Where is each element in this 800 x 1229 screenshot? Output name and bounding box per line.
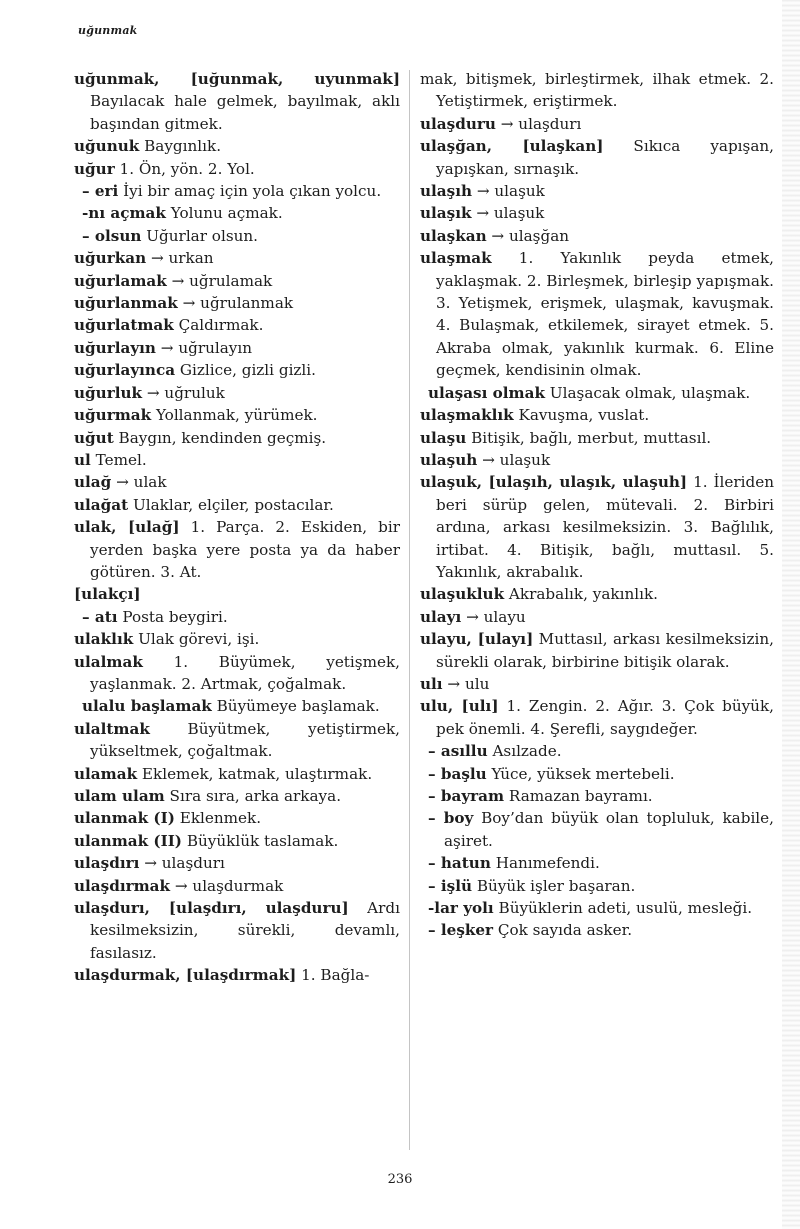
- entry-headword: uğut: [74, 428, 114, 447]
- entry-definition: → uğrulayın: [155, 338, 253, 357]
- entry-headword: ulaşuh: [420, 450, 478, 469]
- entry-definition: Büyümeye başlamak.: [211, 697, 380, 716]
- entry-headword: -lar yolı: [428, 899, 494, 918]
- entry-headword: ulaşduru: [420, 114, 496, 133]
- dictionary-entry: [74, 830, 400, 852]
- entry-definition: Büyük işler başaran.: [472, 876, 636, 895]
- dictionary-entry: [74, 471, 400, 493]
- entry-headword: ulaşası olmak: [428, 383, 545, 402]
- dictionary-entry: [74, 449, 400, 471]
- dictionary-entry: [420, 68, 774, 113]
- dictionary-entry: [74, 516, 400, 583]
- entry-headword: ulalu başlamak: [82, 697, 212, 716]
- dictionary-entry: [420, 225, 774, 247]
- entry-definition: 1. Büyümek, yetişmek, yaşlanmak. 2. Artmak, çoğalmak.: [90, 652, 400, 693]
- entry-definition: Yollanmak, yürümek.: [151, 406, 318, 425]
- dictionary-entry: [420, 785, 774, 807]
- entry-headword: ulaşkan: [420, 226, 487, 245]
- entry-headword: ul: [74, 450, 91, 469]
- entry-headword: uğunuk: [74, 137, 140, 156]
- entry-definition: Posta beygiri.: [117, 607, 228, 626]
- entry-definition: Çok sayıda asker.: [493, 921, 633, 940]
- entry-definition: 1. Yakınlık peyda etmek, yaklaşmak. 2. Birleşmek, birleşip yapışmak. 3. Yetişmek, erişmek, ulaşmak, kavuşmak. 4. Bulaşmak, etkilemek, sirayet etmek. 5. Akraba olmak, yakınlık kurmak. 6. Eline geçmek, kendisinin olmak.: [436, 249, 774, 380]
- entry-definition: → ulak: [111, 473, 167, 492]
- entry-definition: 1. Ön, yön. 2. Yol.: [114, 159, 255, 178]
- entry-headword: ulaşdurmak, [ulaşdırmak]: [74, 966, 297, 985]
- dictionary-entry: [74, 135, 400, 157]
- entry-definition: → uğruluk: [142, 383, 225, 402]
- entry-definition: mak, bitişmek, birleştirmek, ilhak etmek. 2. Yetiştirmek, eriştirmek.: [420, 70, 774, 111]
- dictionary-entry: [74, 68, 400, 135]
- entry-headword: – hatun: [428, 854, 491, 873]
- entry-definition: Muttasıl, arkası kesilmeksizin, sürekli olarak, birbirine bitişik olarak.: [436, 630, 774, 671]
- dictionary-entry: [74, 785, 400, 807]
- dictionary-entry: [74, 494, 400, 516]
- entry-headword: ulaşık: [420, 204, 472, 223]
- dictionary-entry: [74, 337, 400, 359]
- entry-definition: → ulayu: [461, 607, 526, 626]
- entry-definition: Uğurlar olsun.: [141, 226, 258, 245]
- entry-headword: ulak, [ulağ]: [74, 518, 180, 537]
- entry-headword: -nı açmak: [82, 204, 166, 223]
- dictionary-entry: [420, 852, 774, 874]
- entry-headword: ulaşmak: [420, 249, 492, 268]
- entry-headword: uğurkan: [74, 249, 147, 268]
- entry-headword: uğurlayın: [74, 338, 156, 357]
- entry-headword: uğur: [74, 159, 115, 178]
- dictionary-entry: [74, 314, 400, 336]
- entry-definition: Çaldırmak.: [173, 316, 264, 335]
- dictionary-entry: [420, 113, 774, 135]
- entry-definition: → ulaşuk: [472, 182, 545, 201]
- entry-headword: ulu, [ulı]: [420, 697, 499, 716]
- dictionary-entry: [74, 763, 400, 785]
- entry-definition: Asılzade.: [487, 742, 562, 761]
- dictionary-entry: [420, 427, 774, 449]
- dictionary-entry: [74, 292, 400, 314]
- dictionary-entry: [74, 807, 400, 829]
- dictionary-entry: [74, 225, 400, 247]
- entry-headword: ulamak: [74, 764, 138, 783]
- entry-definition: Büyüklük taslamak.: [182, 831, 339, 850]
- entry-definition: 1. İleriden beri sürüp gelen, mütevali. 2. Birbiri ardına, arkası kesilmeksizin. 3. Bağlılık, irtibat. 4. Bitişik, bağlı, muttasıl. 5. Yakınlık, akrabalık.: [436, 473, 774, 581]
- entry-headword: ulağ: [74, 473, 112, 492]
- entry-headword: uğurlamak: [74, 271, 167, 290]
- entry-definition: → ulaşğan: [486, 226, 570, 245]
- dictionary-entry: [74, 875, 400, 897]
- entry-definition: Ulak görevi, işi.: [133, 630, 260, 649]
- dictionary-entry: [420, 763, 774, 785]
- dictionary-entry: [74, 583, 400, 605]
- running-head: uğunmak: [78, 24, 138, 37]
- dictionary-entry: [420, 583, 774, 605]
- entry-definition: Baygınlık.: [139, 137, 222, 156]
- entry-definition: → ulaşuk: [477, 450, 551, 469]
- dictionary-entry: [74, 695, 400, 717]
- entry-headword: – olsun: [82, 226, 142, 245]
- left-column: [74, 68, 400, 987]
- entry-definition: Gizlice, gizli gizli.: [175, 361, 316, 380]
- entry-definition: → urkan: [146, 249, 214, 268]
- entry-headword: ulı: [420, 674, 443, 693]
- dictionary-entry: [420, 628, 774, 673]
- entry-headword: ulaşdırı: [74, 854, 140, 873]
- dictionary-entry: [420, 180, 774, 202]
- entry-headword: uğurlatmak: [74, 316, 174, 335]
- dictionary-entry: [420, 919, 774, 941]
- entry-headword: uğurmak: [74, 406, 152, 425]
- entry-definition: Ramazan bayramı.: [504, 787, 653, 805]
- entry-headword: ulayu, [ulayı]: [420, 630, 534, 649]
- dictionary-entry: [74, 897, 400, 964]
- entry-headword: ulaşukluk: [420, 585, 505, 604]
- entry-headword: ulalmak: [74, 652, 143, 671]
- dictionary-entry: [74, 359, 400, 381]
- dictionary-entry: [420, 740, 774, 762]
- entry-definition: Ulaklar, elçiler, postacılar.: [128, 495, 334, 514]
- dictionary-entry: [74, 628, 400, 650]
- right-column: [420, 68, 774, 942]
- dictionary-entry: [420, 404, 774, 426]
- dictionary-entry: [420, 449, 774, 471]
- entry-definition: Ulaşacak olmak, ulaşmak.: [544, 383, 751, 402]
- entry-headword: ulaltmak: [74, 719, 150, 738]
- entry-headword: – leşker: [428, 921, 494, 940]
- dictionary-entry: [420, 135, 774, 180]
- entry-definition: Ardı kesilmeksizin, sürekli, devamlı, fasılasız.: [90, 899, 400, 962]
- dictionary-entry: [74, 158, 400, 180]
- dictionary-entry: [420, 382, 774, 404]
- entry-definition: → ulaşuk: [471, 204, 545, 223]
- entry-definition: → ulaşdurı: [139, 854, 225, 873]
- dictionary-entry: [74, 718, 400, 763]
- dictionary-entry: [420, 875, 774, 897]
- entry-headword: ulaklık: [74, 630, 134, 649]
- entry-definition: Boy’dan büyük olan topluluk, kabile, aşiret.: [444, 809, 774, 850]
- entry-definition: Baygın, kendinden geçmiş.: [113, 428, 327, 447]
- entry-definition: Bayılacak hale gelmek, bayılmak, aklı başından gitmek.: [90, 92, 400, 133]
- entry-headword: ulaşmaklık: [420, 406, 514, 425]
- entry-headword: ulaşıh: [420, 182, 473, 201]
- entry-headword: ulaşdurı, [ulaşdırı, ulaşduru]: [74, 899, 349, 918]
- entry-headword: uğurlayınca: [74, 361, 176, 380]
- entry-headword: – asıllu: [428, 742, 488, 761]
- dictionary-entry: [420, 202, 774, 224]
- scan-edge: [782, 0, 800, 1229]
- entry-definition: → ulaşdurı: [495, 114, 582, 133]
- entry-headword: – başlu: [428, 764, 487, 783]
- entry-definition: Bitişik, bağlı, merbut, muttasıl.: [466, 428, 712, 447]
- dictionary-entry: [420, 807, 774, 852]
- dictionary-entry: [74, 964, 400, 986]
- entry-definition: Yolunu açmak.: [165, 204, 283, 223]
- column-divider: [409, 70, 410, 1150]
- dictionary-entry: [420, 897, 774, 919]
- entry-definition: Büyüklerin adeti, usulü, mesleği.: [493, 899, 753, 918]
- page-number: 236: [387, 1172, 413, 1187]
- dictionary-entry: [74, 202, 400, 224]
- dictionary-entry: [420, 247, 774, 381]
- entry-headword: ulaşuk, [ulaşıh, ulaşık, ulaşuh]: [420, 473, 688, 492]
- entry-definition: 1. Bağla-: [296, 966, 370, 985]
- entry-headword: – atı: [82, 607, 118, 626]
- entry-headword: ulaşu: [420, 428, 467, 447]
- entry-definition: Eklemek, katmak, ulaştırmak.: [137, 764, 373, 783]
- entry-headword: ulayı: [420, 607, 462, 626]
- entry-definition: Sıra sıra, arka arkaya.: [164, 787, 342, 805]
- entry-headword: ulanmak (I): [74, 809, 175, 828]
- dictionary-entry: [74, 651, 400, 696]
- entry-headword: – eri: [82, 182, 119, 201]
- dictionary-entry: [420, 471, 774, 583]
- entry-headword: – boy: [428, 809, 474, 828]
- dictionary-entry: [420, 606, 774, 628]
- entry-headword: uğunmak, [uğunmak, uyunmak]: [74, 70, 400, 88]
- entry-headword: – bayram: [428, 787, 505, 805]
- dictionary-entry: [74, 382, 400, 404]
- entry-headword: ulanmak (II): [74, 831, 182, 850]
- entry-definition: → uğrulanmak: [177, 294, 294, 313]
- entry-headword: [ulakçı]: [74, 585, 141, 604]
- dictionary-entry: [74, 427, 400, 449]
- entry-headword: ulağat: [74, 495, 129, 514]
- entry-definition: 1. Zengin. 2. Ağır. 3. Çok büyük, pek önemli. 4. Şerefli, saygıdeğer.: [436, 697, 774, 738]
- entry-definition: Temel.: [90, 450, 147, 469]
- dictionary-entry: [74, 180, 400, 202]
- entry-definition: → ulu: [442, 674, 490, 693]
- dictionary-entry: [74, 404, 400, 426]
- entry-definition: Eklenmek.: [174, 809, 262, 828]
- dictionary-entry: [74, 852, 400, 874]
- dictionary-entry: [420, 673, 774, 695]
- entry-definition: Yüce, yüksek mertebeli.: [486, 764, 675, 783]
- entry-definition: Büyütmek, yetiştirmek, yükseltmek, çoğaltmak.: [90, 719, 400, 761]
- dictionary-entry: [74, 270, 400, 292]
- entry-definition: → uğrulamak: [166, 271, 273, 290]
- entry-headword: ulam ulam: [74, 787, 165, 805]
- entry-definition: → ulaşdurmak: [170, 876, 284, 895]
- entry-headword: uğurluk: [74, 383, 143, 402]
- entry-definition: Sıkıca yapışan, yapışkan, sırnaşık.: [436, 137, 774, 178]
- entry-definition: 1. Parça. 2. Eskiden, bir yerden başka yere posta ya da haber götüren. 3. At.: [90, 518, 400, 581]
- dictionary-entry: [74, 606, 400, 628]
- entry-definition: Hanımefendi.: [490, 854, 600, 873]
- entry-definition: İyi bir amaç için yola çıkan yolcu.: [118, 182, 382, 201]
- entry-headword: ulaşdırmak: [74, 876, 171, 895]
- entry-headword: uğurlanmak: [74, 294, 178, 313]
- dictionary-entry: [74, 247, 400, 269]
- entry-headword: ulaşğan, [ulaşkan]: [420, 137, 604, 156]
- entry-definition: Akrabalık, yakınlık.: [504, 585, 658, 604]
- entry-definition: Kavuşma, vuslat.: [513, 406, 650, 425]
- dictionary-entry: [420, 695, 774, 740]
- entry-headword: – işlü: [428, 876, 473, 895]
